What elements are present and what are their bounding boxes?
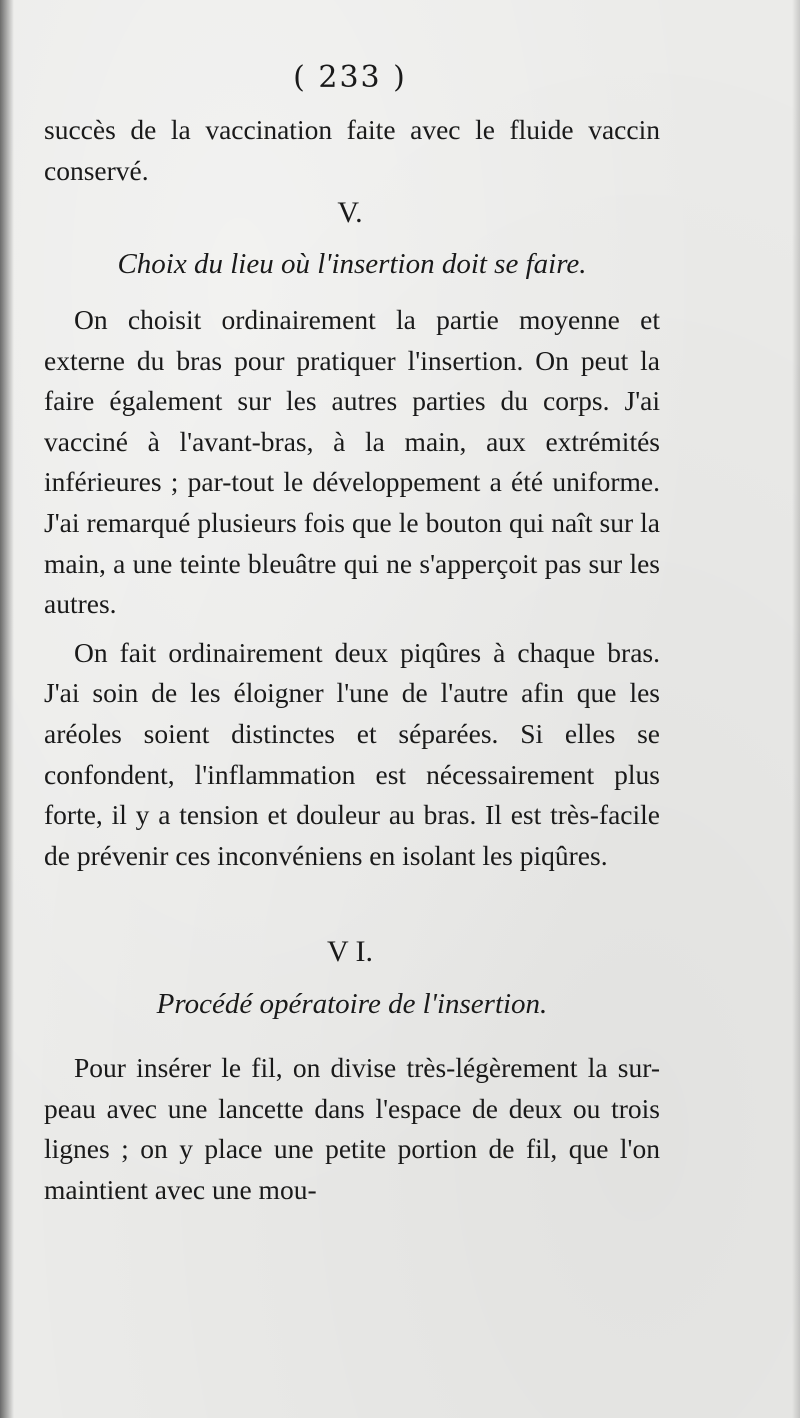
section-title-vi: Procédé opératoire de l'insertion. <box>156 988 548 1020</box>
section-v-paragraph-1: On choisit ordinairement la partie moyenne et externe du bras pour pratiquer l'insertion. On peut la faire également sur les autres parties du corps. J'ai vacciné à l'avant-bras, à la main, aux extrémités inférieures ; par-tout le développement a été uniforme. J'ai remarqué plusieurs fois que le bouton qui naît sur la main, a une teinte bleuâtre qui ne s'apperçoit pas sur les autres. <box>44 304 660 620</box>
continuation-text <box>44 110 660 191</box>
section-v-body <box>44 300 660 876</box>
section-vi-paragraph-1: Pour insérer le fil, on divise très-légèrement la sur-peau avec une lancette dans l'espace de deux ou trois lignes ; on y place une petite portion de fil, que l'on maintient avec une mou- <box>44 1052 660 1205</box>
page-shadow-right <box>792 0 800 1418</box>
section-title-v: Choix du lieu où l'insertion doit se faire. <box>117 248 587 280</box>
section-vi-body <box>44 1048 660 1210</box>
page-number: ( 233 ) <box>293 60 407 95</box>
section-v-paragraph-2: On fait ordinairement deux piqûres à chaque bras. J'ai soin de les éloigner l'une de l'autre afin que les aréoles soient distinctes et séparées. Si elles se confondent, l'inflammation est nécessairement plus forte, il y a tension et douleur au bras. Il est très-facile de prévenir ces inconvéniens en isolant les piqûres. <box>44 636 660 871</box>
section-number-vi: V I. <box>326 935 374 968</box>
continuation-paragraph: succès de la vaccination faite avec le fluide vaccin conservé. <box>44 114 660 186</box>
section-number-v: V. <box>337 196 363 229</box>
